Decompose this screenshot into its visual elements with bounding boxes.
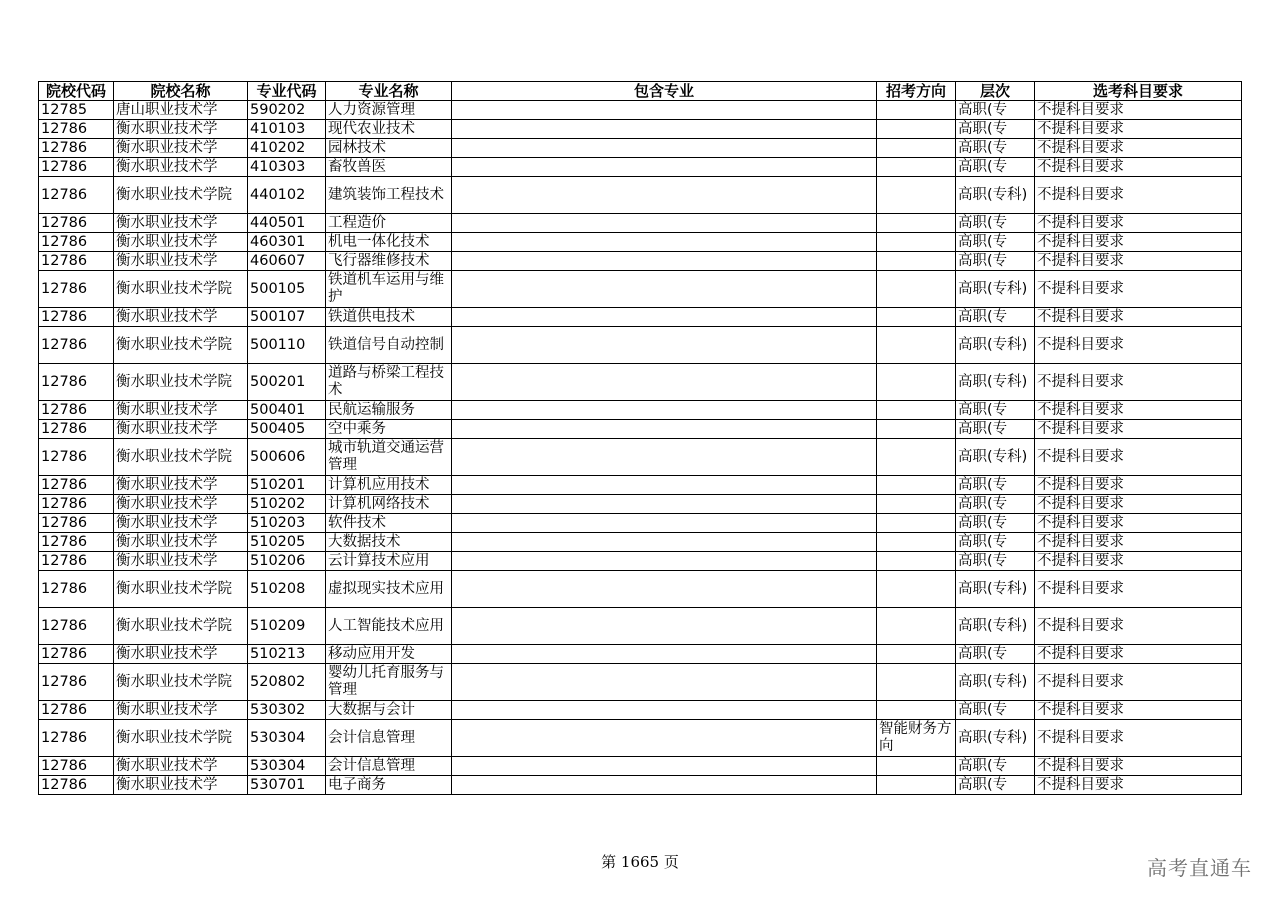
table-row [39,608,1242,645]
cell-major-code: 410303 [248,158,326,177]
cell-major-name: 建筑装饰工程技术 [326,177,452,214]
table-row [39,664,1242,701]
cell-included-majors [452,476,877,495]
watermark: 高考直通车 [1147,856,1252,880]
cell-major-code: 510203 [248,514,326,533]
cell-major-code: 530302 [248,701,326,720]
cell-school-name: 衡水职业技术学院 [114,177,248,214]
cell-major-name: 人工智能技术应用 [326,608,452,645]
cell-subject-requirement: 不提科目要求 [1035,552,1242,571]
cell-school-code: 12786 [39,608,114,645]
cell-direction [877,327,956,364]
cell-direction [877,533,956,552]
cell-included-majors [452,720,877,757]
cell-subject-requirement: 不提科目要求 [1035,308,1242,327]
cell-major-code: 500107 [248,308,326,327]
cell-major-code: 520802 [248,664,326,701]
cell-school-name: 衡水职业技术学 [114,120,248,139]
cell-level: 高职(专 [956,514,1035,533]
cell-subject-requirement: 不提科目要求 [1035,495,1242,514]
table-row [39,364,1242,401]
cell-direction [877,645,956,664]
cell-subject-requirement: 不提科目要求 [1035,158,1242,177]
cell-level: 高职(专 [956,476,1035,495]
cell-direction [877,495,956,514]
table-row [39,701,1242,720]
cell-included-majors [452,401,877,420]
cell-level: 高职(专 [956,101,1035,120]
cell-included-majors [452,177,877,214]
cell-school-name: 衡水职业技术学 [114,233,248,252]
cell-direction [877,420,956,439]
cell-level: 高职(专 [956,495,1035,514]
page-number: 第 1665 页 [601,853,679,871]
cell-major-name: 移动应用开发 [326,645,452,664]
cell-major-code: 410202 [248,139,326,158]
cell-major-code: 440501 [248,214,326,233]
cell-school-name: 衡水职业技术学 [114,757,248,776]
cell-direction [877,571,956,608]
cell-school-code: 12786 [39,120,114,139]
table-row [39,233,1242,252]
cell-level: 高职(专 [956,308,1035,327]
cell-school-name: 衡水职业技术学 [114,495,248,514]
cell-school-code: 12786 [39,701,114,720]
table-row [39,420,1242,439]
cell-direction [877,120,956,139]
cell-major-name: 铁道供电技术 [326,308,452,327]
cell-major-name: 软件技术 [326,514,452,533]
table-row [39,252,1242,271]
cell-level: 高职(专科) [956,664,1035,701]
cell-major-code: 500105 [248,271,326,308]
col-header-major-code: 专业代码 [248,82,326,101]
cell-subject-requirement: 不提科目要求 [1035,101,1242,120]
table-row [39,271,1242,308]
cell-level: 高职(专 [956,420,1035,439]
cell-subject-requirement: 不提科目要求 [1035,120,1242,139]
cell-major-code: 510213 [248,645,326,664]
cell-level: 高职(专 [956,120,1035,139]
cell-major-code: 510202 [248,495,326,514]
cell-major-name: 铁道机车运用与维护 [326,271,452,308]
table-row [39,439,1242,476]
cell-direction [877,271,956,308]
cell-subject-requirement: 不提科目要求 [1035,476,1242,495]
cell-included-majors [452,664,877,701]
table-row [39,645,1242,664]
table-body [39,101,1242,795]
cell-school-name: 衡水职业技术学 [114,552,248,571]
table-row [39,720,1242,757]
cell-major-code: 530701 [248,776,326,795]
cell-major-name: 计算机应用技术 [326,476,452,495]
cell-included-majors [452,645,877,664]
cell-major-name: 城市轨道交通运营管理 [326,439,452,476]
cell-subject-requirement: 不提科目要求 [1035,664,1242,701]
cell-subject-requirement: 不提科目要求 [1035,401,1242,420]
cell-level: 高职(专 [956,701,1035,720]
cell-major-code: 410103 [248,120,326,139]
cell-school-name: 衡水职业技术学 [114,514,248,533]
cell-school-name: 衡水职业技术学院 [114,327,248,364]
cell-included-majors [452,420,877,439]
cell-major-code: 460301 [248,233,326,252]
cell-subject-requirement: 不提科目要求 [1035,214,1242,233]
cell-school-code: 12786 [39,158,114,177]
cell-direction [877,552,956,571]
cell-level: 高职(专 [956,214,1035,233]
cell-major-code: 510205 [248,533,326,552]
cell-school-name: 衡水职业技术学 [114,645,248,664]
cell-direction [877,101,956,120]
admissions-table [38,81,1242,795]
cell-direction [877,664,956,701]
cell-school-code: 12786 [39,327,114,364]
cell-direction [877,233,956,252]
cell-school-name: 衡水职业技术学 [114,252,248,271]
cell-included-majors [452,101,877,120]
cell-major-code: 510208 [248,571,326,608]
cell-major-code: 510209 [248,608,326,645]
cell-major-name: 会计信息管理 [326,720,452,757]
cell-level: 高职(专科) [956,177,1035,214]
cell-major-name: 人力资源管理 [326,101,452,120]
table-row [39,401,1242,420]
header-row [39,82,1242,101]
cell-school-name: 衡水职业技术学院 [114,720,248,757]
table-row [39,476,1242,495]
col-header-major-name: 专业名称 [326,82,452,101]
table-row [39,514,1242,533]
cell-included-majors [452,776,877,795]
cell-major-code: 460607 [248,252,326,271]
col-header-included-majors: 包含专业 [452,82,877,101]
cell-major-code: 440102 [248,177,326,214]
cell-school-code: 12786 [39,252,114,271]
col-header-school-code: 院校代码 [39,82,114,101]
cell-school-code: 12786 [39,571,114,608]
cell-level: 高职(专科) [956,439,1035,476]
cell-subject-requirement: 不提科目要求 [1035,420,1242,439]
cell-major-code: 500405 [248,420,326,439]
cell-level: 高职(专科) [956,571,1035,608]
table-row [39,177,1242,214]
table-row [39,214,1242,233]
table-row [39,308,1242,327]
cell-major-name: 计算机网络技术 [326,495,452,514]
cell-school-code: 12786 [39,271,114,308]
cell-major-code: 500606 [248,439,326,476]
cell-school-name: 衡水职业技术学 [114,476,248,495]
cell-level: 高职(专 [956,776,1035,795]
cell-school-code: 12786 [39,439,114,476]
cell-major-code: 500201 [248,364,326,401]
cell-school-code: 12786 [39,139,114,158]
cell-level: 高职(专科) [956,720,1035,757]
cell-direction [877,757,956,776]
cell-subject-requirement: 不提科目要求 [1035,776,1242,795]
cell-direction [877,476,956,495]
cell-subject-requirement: 不提科目要求 [1035,571,1242,608]
cell-school-name: 衡水职业技术学院 [114,439,248,476]
cell-subject-requirement: 不提科目要求 [1035,327,1242,364]
cell-school-code: 12786 [39,514,114,533]
cell-school-code: 12786 [39,476,114,495]
cell-major-name: 空中乘务 [326,420,452,439]
cell-school-code: 12786 [39,533,114,552]
cell-direction [877,776,956,795]
cell-included-majors [452,757,877,776]
col-header-subject-requirement: 选考科目要求 [1035,82,1242,101]
col-header-school-name: 院校名称 [114,82,248,101]
table-row [39,120,1242,139]
table-row [39,757,1242,776]
cell-subject-requirement: 不提科目要求 [1035,720,1242,757]
cell-school-name: 衡水职业技术学 [114,139,248,158]
cell-subject-requirement: 不提科目要求 [1035,177,1242,214]
cell-major-name: 大数据技术 [326,533,452,552]
cell-included-majors [452,252,877,271]
table-row [39,101,1242,120]
cell-school-name: 衡水职业技术学 [114,214,248,233]
cell-included-majors [452,533,877,552]
cell-school-code: 12786 [39,664,114,701]
cell-school-name: 衡水职业技术学院 [114,364,248,401]
cell-level: 高职(专 [956,252,1035,271]
cell-direction [877,608,956,645]
cell-level: 高职(专 [956,533,1035,552]
cell-direction [877,158,956,177]
cell-school-name: 衡水职业技术学 [114,533,248,552]
cell-level: 高职(专科) [956,271,1035,308]
cell-included-majors [452,158,877,177]
cell-school-code: 12786 [39,776,114,795]
cell-major-name: 婴幼儿托育服务与管理 [326,664,452,701]
cell-direction [877,139,956,158]
cell-included-majors [452,271,877,308]
cell-major-code: 510201 [248,476,326,495]
cell-major-name: 虚拟现实技术应用 [326,571,452,608]
cell-direction [877,214,956,233]
table-row [39,327,1242,364]
cell-school-code: 12786 [39,720,114,757]
cell-subject-requirement: 不提科目要求 [1035,271,1242,308]
cell-major-code: 530304 [248,757,326,776]
table-row [39,139,1242,158]
cell-subject-requirement: 不提科目要求 [1035,439,1242,476]
cell-major-name: 工程造价 [326,214,452,233]
cell-major-name: 现代农业技术 [326,120,452,139]
cell-major-name: 园林技术 [326,139,452,158]
cell-major-name: 机电一体化技术 [326,233,452,252]
table-row [39,533,1242,552]
cell-included-majors [452,364,877,401]
cell-school-code: 12786 [39,645,114,664]
cell-included-majors [452,552,877,571]
cell-school-name: 衡水职业技术学院 [114,608,248,645]
cell-level: 高职(专 [956,645,1035,664]
cell-major-name: 民航运输服务 [326,401,452,420]
cell-direction: 智能财务方向 [877,720,956,757]
cell-direction [877,439,956,476]
cell-major-code: 510206 [248,552,326,571]
cell-subject-requirement: 不提科目要求 [1035,533,1242,552]
cell-school-code: 12785 [39,101,114,120]
cell-major-name: 大数据与会计 [326,701,452,720]
cell-subject-requirement: 不提科目要求 [1035,233,1242,252]
cell-school-name: 衡水职业技术学 [114,308,248,327]
cell-school-code: 12786 [39,757,114,776]
cell-included-majors [452,327,877,364]
cell-school-name: 衡水职业技术学 [114,420,248,439]
cell-school-name: 衡水职业技术学 [114,401,248,420]
cell-school-code: 12786 [39,552,114,571]
cell-school-code: 12786 [39,214,114,233]
cell-major-name: 飞行器维修技术 [326,252,452,271]
cell-school-name: 衡水职业技术学 [114,701,248,720]
cell-school-code: 12786 [39,364,114,401]
cell-major-name: 道路与桥梁工程技术 [326,364,452,401]
table-row [39,158,1242,177]
cell-major-name: 云计算技术应用 [326,552,452,571]
col-header-direction: 招考方向 [877,82,956,101]
cell-school-code: 12786 [39,495,114,514]
cell-major-code: 500110 [248,327,326,364]
cell-subject-requirement: 不提科目要求 [1035,364,1242,401]
table-row [39,571,1242,608]
cell-level: 高职(专 [956,158,1035,177]
cell-included-majors [452,701,877,720]
cell-major-name: 畜牧兽医 [326,158,452,177]
cell-level: 高职(专 [956,552,1035,571]
cell-included-majors [452,439,877,476]
cell-subject-requirement: 不提科目要求 [1035,645,1242,664]
cell-subject-requirement: 不提科目要求 [1035,139,1242,158]
cell-level: 高职(专 [956,233,1035,252]
cell-included-majors [452,233,877,252]
cell-school-code: 12786 [39,177,114,214]
cell-included-majors [452,608,877,645]
cell-included-majors [452,120,877,139]
cell-included-majors [452,514,877,533]
cell-subject-requirement: 不提科目要求 [1035,608,1242,645]
cell-school-code: 12786 [39,420,114,439]
cell-school-name: 衡水职业技术学 [114,776,248,795]
cell-level: 高职(专 [956,757,1035,776]
cell-subject-requirement: 不提科目要求 [1035,701,1242,720]
cell-included-majors [452,139,877,158]
cell-direction [877,364,956,401]
table-row [39,495,1242,514]
cell-direction [877,401,956,420]
cell-level: 高职(专科) [956,608,1035,645]
cell-school-name: 唐山职业技术学 [114,101,248,120]
cell-major-name: 铁道信号自动控制 [326,327,452,364]
cell-direction [877,252,956,271]
cell-level: 高职(专科) [956,327,1035,364]
cell-included-majors [452,571,877,608]
cell-included-majors [452,308,877,327]
col-header-level: 层次 [956,82,1035,101]
cell-major-name: 会计信息管理 [326,757,452,776]
cell-included-majors [452,495,877,514]
cell-school-code: 12786 [39,401,114,420]
cell-direction [877,514,956,533]
cell-level: 高职(专 [956,139,1035,158]
cell-school-code: 12786 [39,233,114,252]
table-row [39,552,1242,571]
table-row [39,776,1242,795]
cell-level: 高职(专科) [956,364,1035,401]
cell-included-majors [452,214,877,233]
cell-subject-requirement: 不提科目要求 [1035,252,1242,271]
cell-major-code: 530304 [248,720,326,757]
cell-direction [877,701,956,720]
cell-direction [877,177,956,214]
cell-school-name: 衡水职业技术学院 [114,571,248,608]
cell-school-name: 衡水职业技术学院 [114,664,248,701]
cell-major-name: 电子商务 [326,776,452,795]
cell-school-name: 衡水职业技术学院 [114,271,248,308]
cell-school-code: 12786 [39,308,114,327]
cell-direction [877,308,956,327]
cell-level: 高职(专 [956,401,1035,420]
cell-subject-requirement: 不提科目要求 [1035,514,1242,533]
cell-major-code: 590202 [248,101,326,120]
cell-subject-requirement: 不提科目要求 [1035,757,1242,776]
cell-school-name: 衡水职业技术学 [114,158,248,177]
cell-major-code: 500401 [248,401,326,420]
